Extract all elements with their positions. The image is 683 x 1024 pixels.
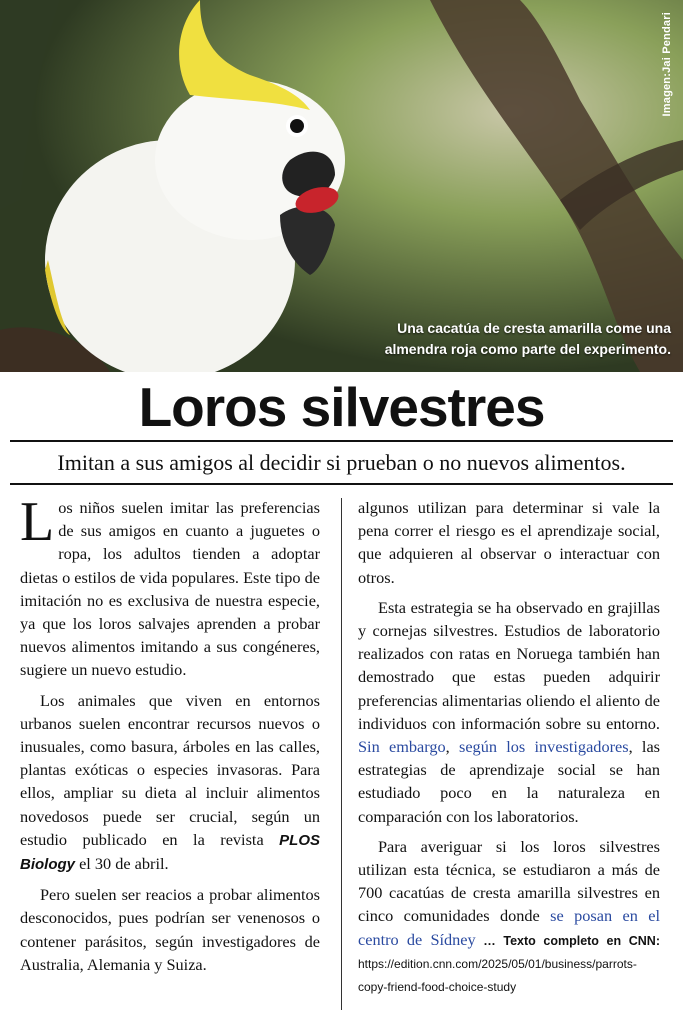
paragraph-5-end: , las estrategias de aprendizaje social se han estudiado poco en la naturaleza en comparación con los laboratorios.: [358, 737, 661, 826]
paragraph-4: [358, 496, 660, 589]
right-column: [358, 496, 660, 997]
photo-credit: Imagen:Jai Pendari: [661, 12, 673, 117]
paragraph-3: [20, 883, 320, 976]
source-url[interactable]: https://edition.cnn.com/2025/05/01/business/parrots-copy-friend-food-choice-study: [358, 956, 637, 995]
ellipsis: …: [475, 933, 504, 948]
paragraph-6-text: Para averiguar si los loros silvestres utilizan esta técnica, se estudiaron a más de 700 cacatúas de cresta amarilla silvestres en cinco comunidades donde: [358, 836, 660, 926]
paragraph-2-end: el 30 de abril.: [75, 854, 169, 874]
column-divider: [341, 498, 342, 1010]
paragraph-5-text: Esta estrategia se ha observado en grajillas y cornejas silvestres. Estudios de laboratorio realizados con ratas en Noruega también han demostrado que estas pueden adquirir preferencias alimentarias oliendo el aliento de individuos con información sobre su entorno.: [358, 597, 660, 733]
comma: ,: [445, 737, 459, 757]
link-investigadores[interactable]: según los investigadores: [459, 737, 629, 757]
paragraph-1-text: os niños suelen imitar las preferencias de sus amigos en cuanto a juguetes o ropa, los adultos tienden a adoptar dietas o estilos de vida populares. Este tipo de imitación no es exclusiva de nuestra especie, ya que los loros salvajes aprenden a probar nuevos alimentos imitando a sus congéneres, sugiere un nuevo estudio.: [20, 498, 320, 680]
paragraph-1: [20, 491, 320, 682]
paragraph-2-text: Los animales que viven en entornos urbanos suelen encontrar recursos nuevos o inusuales, como basura, árboles en las calles, plantas exóticas o especies invasoras. Para ellos, ampliar su dieta al incluir alimentos novedosos puede ser crucial, según un estudio publicado en la revista: [20, 690, 320, 849]
paragraph-2: [20, 689, 320, 877]
cockatoo-illustration: [0, 0, 683, 372]
cockatoo-photo: [0, 0, 683, 372]
left-column: [20, 491, 320, 976]
headline-rule: [10, 440, 673, 442]
photo-caption: Una cacatúa de cresta amarilla come una almendra roja como parte del experimento.: [384, 320, 671, 357]
paragraph-4-text: algunos utilizan para determinar si vale la pena correr el riesgo es el aprendizaje social, que adquieren al observar o interactuar con otros.: [358, 498, 660, 587]
link-sin-embargo[interactable]: Sin embargo: [358, 737, 446, 757]
paragraph-3-text: Pero suelen ser reacios a probar alimentos desconocidos, pues podrían ser venenosos o contener parásitos, según investigadores de Australia, Alemania y Suiza.: [20, 885, 320, 974]
source-label: Texto completo en CNN:: [503, 933, 660, 948]
journal-name: PLOS Biology: [20, 831, 320, 874]
subhead-rule: [10, 483, 673, 485]
link-sidney[interactable]: se posan en el centro de Sídney: [358, 906, 660, 949]
drop-cap: L: [20, 491, 55, 553]
paragraph-6: [358, 835, 660, 997]
subheadline: Imitan a sus amigos al decidir si prueban o no nuevos alimentos.: [57, 450, 626, 475]
headline: Loros silvestres: [138, 376, 545, 438]
paragraph-5: [358, 596, 660, 828]
